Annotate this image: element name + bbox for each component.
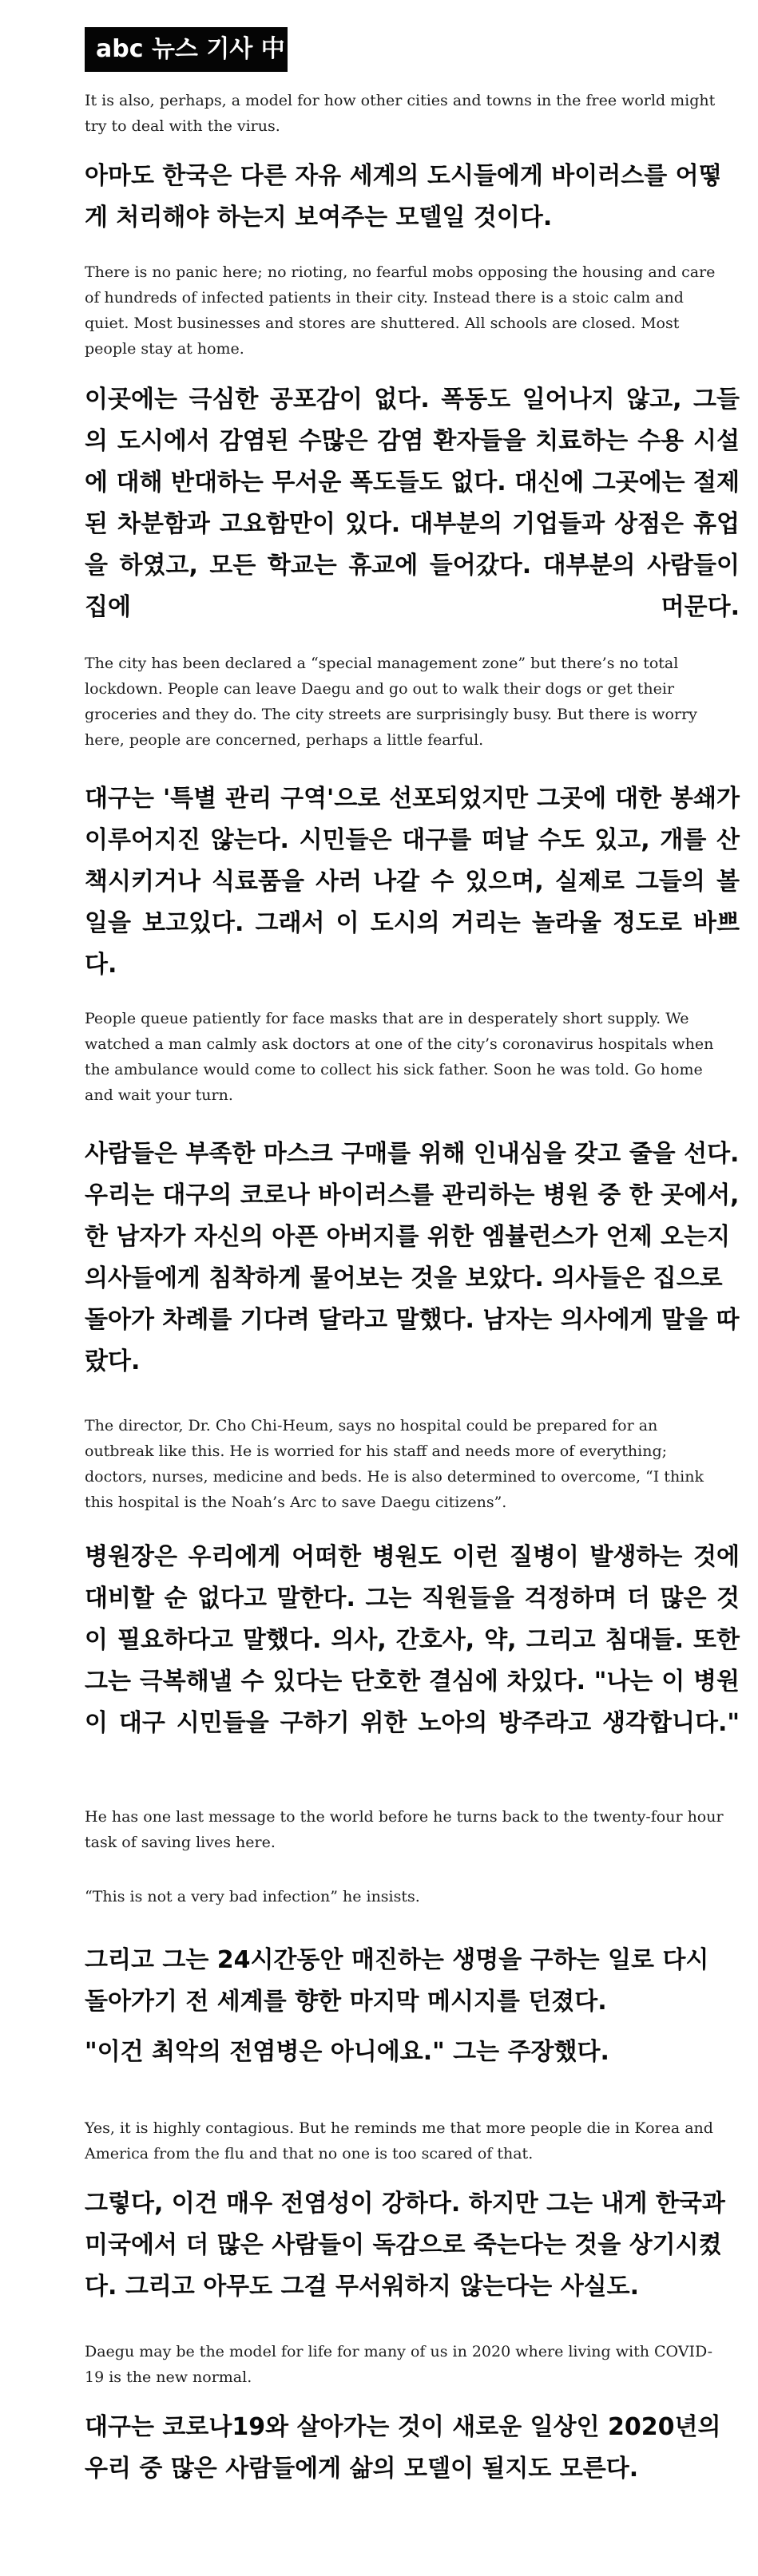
korean-paragraph-5: 병원장은 우리에게 어떠한 병원도 이런 질병이 발생하는 것에 대비할 순 없다고 말한다. 그는 직원들을 걱정하며 더 많은 것이 필요하다고 말했다. 의사, 간호사, 약, 그리고 침대들. 또한 그는 극복해낼 수 있다는 단호한 결심에 차있다. "나는 이 병원이 대구 시민들을 구하기 위한 노아의 방주라고 생각합니다." (85, 1543, 740, 1737)
english-paragraph-2: There is no panic here; no rioting, no fearful mobs opposing the housing and care of hundreds of infected patients in their city. Instead there is a stoic calm and quiet. Most businesses and stores are shuttered. All schools are closed. Most people stay at home. (85, 263, 716, 358)
korean-paragraph-1: 아마도 한국은 다른 자유 세계의 도시들에게 바이러스를 어떻게 처리해야 하는지 보여주는 모델일 것이다. (85, 162, 722, 231)
english-paragraph-1: It is also, perhaps, a model for how other cities and towns in the free world might try to deal with the virus. (85, 92, 716, 135)
korean-paragraph-6: 그리고 그는 24시간동안 매진하는 생명을 구하는 일로 다시 돌아가기 전 세계를 향한 마지막 메시지를 던졌다. (85, 1946, 709, 2016)
korean-paragraph-9: 대구는 코로나19와 살아가는 것이 새로운 일상인 2020년의 우리 중 많은 사람들에게 삶의 모델이 될지도 모른다. (85, 2413, 721, 2483)
korean-paragraph-4: 사람들은 부족한 마스크 구매를 위해 인내심을 갖고 줄을 선다. 우리는 대구의 코로나 바이러스를 관리하는 병원 중 한 곳에서, 한 남자가 자신의 아픈 아버지를 위한 엠뷸런스가 언제 오는지 의사들에게 침착하게 물어보는 것을 보았다. 의사들은 집으로 돌아가 차례를 기다려 달라고 말했다. 남자는 의사에게 말을 따랐다. (85, 1140, 740, 1375)
korean-paragraph-8: 그렇다, 이건 매우 전염성이 강하다. 하지만 그는 내게 한국과 미국에서 더 많은 사람들이 독감으로 죽는다는 것을 상기시켰다. 그리고 아무도 그걸 무서워하지 않는다는 사실도. (85, 2190, 725, 2301)
korean-paragraph-2: 이곳에는 극심한 공포감이 없다. 폭동도 일어나지 않고, 그들의 도시에서 감염된 수많은 감염 환자들을 치료하는 수용 시설에 대해 반대하는 무서운 폭도들도 없다. 대신에 그곳에는 절제된 차분함과 고요함만이 있다. 대부분의 기업들과 상점은 휴업을 하였고, 모든 학교는 휴교에 들어갔다. 대부분의 사람들이 집에 머문다. (85, 386, 740, 621)
english-paragraph-7: “This is not a very bad infection” he insists. (85, 1888, 420, 1905)
english-paragraph-4: People queue patiently for face masks that are in desperately short supply. We watched a man calmly ask doctors at one of the city’s coronavirus hospitals when the ambulance would come to collect his sick father. Soon he was told. Go home and wait your turn. (85, 1010, 714, 1104)
english-paragraph-3: The city has been declared a “special management zone” but there’s no total lockdown. People can leave Daegu and go out to walk their dogs or get their groceries and they do. The city streets are surprisingly busy. But there is worry here, people are concerned, perhaps a little fearful. (85, 655, 697, 749)
korean-paragraph-7: "이건 최악의 전염병은 아니에요." 그는 주장했다. (85, 2038, 609, 2066)
english-paragraph-6: He has one last message to the world before he turns back to the twenty-four hour task of saving lives here. (85, 1808, 724, 1851)
english-paragraph-9: Daegu may be the model for life for many of us in 2020 where living with COVID-19 is the new normal. (85, 2343, 713, 2386)
korean-paragraph-3: 대구는 '특별 관리 구역'으로 선포되었지만 그곳에 대한 봉쇄가 이루어지진 않는다. 시민들은 대구를 떠날 수도 있고, 개를 산책시키거나 식료품을 사러 나갈 수 있으며, 실제로 그들의 볼 일을 보고있다. 그래서 이 도시의 거리는 놀라울 정도로 바쁘다. (85, 785, 740, 979)
article-title-badge: abc 뉴스 기사 中 (85, 27, 288, 72)
english-paragraph-5: The director, Dr. Cho Chi-Heum, says no hospital could be prepared for an outbreak like this. He is worried for his staff and needs more of everything; doctors, nurses, medicine and beds. He is also determined to overcome, “I think this hospital is the Noah’s Arc to save Daegu citizens”. (85, 1417, 704, 1511)
english-paragraph-8: Yes, it is highly contagious. But he reminds me that more people die in Korea and America from the flu and that no one is too scared of that. (85, 2119, 713, 2162)
